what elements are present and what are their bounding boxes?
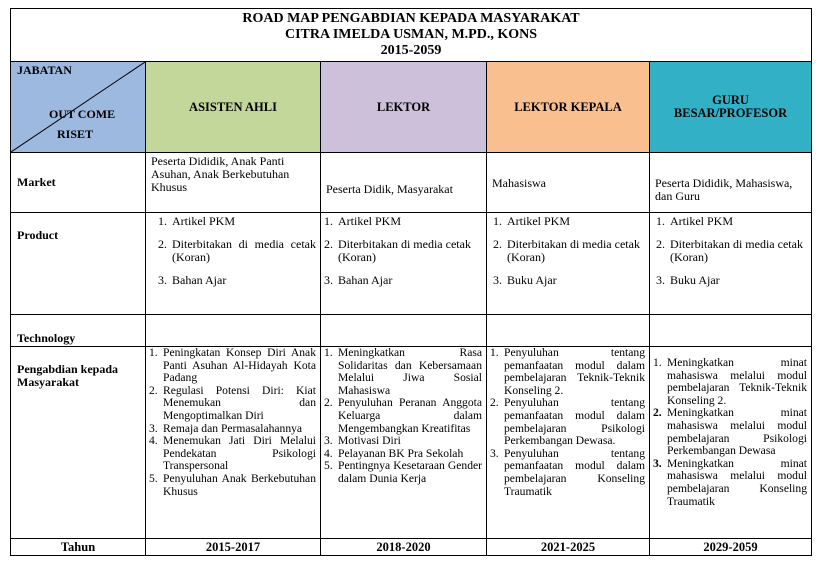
list-item: 3. Meningkatkan minat mahasiswa melalui modul pembelajaran Konseling Traumatik (653, 456, 807, 508)
list-item: 2. Diterbitakan di media cetak (Koran) (656, 237, 803, 264)
row-label-pengabdian (11, 347, 146, 539)
corner-riset: RISET (57, 127, 94, 141)
corner-outcome: OUT COME (49, 107, 116, 121)
list-item: 3. Buku Ajar (493, 273, 557, 287)
list-item: 1. Meningkatkan minat mahasiswa melalui modul pembelajaran Teknik-Teknik Konseling 2. (653, 356, 807, 407)
technology-cell (650, 315, 811, 347)
header-label: LEKTOR (376, 99, 431, 114)
list-item: 1. Artikel PKM (324, 214, 401, 228)
tahun-text: 2021-2025 (540, 539, 596, 554)
row-label-text: Pengabdian kepada Masyarakat (17, 362, 119, 389)
technology-cell (321, 315, 487, 347)
header-asisten-ahli (146, 62, 321, 153)
market-text: Mahasiswa (492, 176, 546, 190)
row-label-text: Tahun (60, 539, 96, 554)
row-label-text: Product (17, 228, 59, 242)
title-line-3: 2015-2059 (380, 43, 442, 58)
header-label: GURU (712, 93, 749, 107)
header-lektor (321, 62, 487, 153)
corner-jabatan: JABATAN (17, 63, 72, 77)
list-item: 1. Artikel PKM (656, 214, 733, 228)
list-item: 2. Diterbitakan di media cetak (Koran) (324, 237, 471, 264)
header-guru-besar (650, 62, 811, 153)
tahun-cell (146, 539, 321, 555)
list-item: 1. Peningkatan Konsep Diri Anak Panti Asuhan Al-Hidayah Kota Padang (149, 347, 316, 385)
table-title (11, 9, 811, 62)
product-cell (650, 213, 811, 315)
market-cell (321, 153, 487, 213)
list-item: 2. Diterbitakan di media cetak (Koran) (493, 237, 640, 264)
row-label-market (11, 153, 146, 213)
header-label: ASISTEN AHLI (189, 99, 277, 114)
list-item: 3. Remaja dan Permasalahannya (149, 421, 303, 435)
list-item: 3. Buku Ajar (656, 273, 720, 287)
list-item: 4. Pelayanan BK Pra Sekolah (324, 446, 464, 460)
header-label: LEKTOR KEPALA (514, 99, 622, 114)
title-line-2: CITRA IMELDA USMAN, M.PD., KONS (284, 27, 537, 42)
list-item: 2. Regulasi Potensi Diri: Kiat Menemukan dan Mengoptimalkan Diri (149, 383, 316, 422)
list-item: 5. Pentingnya Kesetaraan Gender dalam Dunia Kerja (324, 459, 482, 485)
market-cell (650, 153, 811, 213)
tahun-text: 2018-2020 (376, 539, 431, 554)
list-item: 2. Diterbitakan di media cetak (Koran) (158, 237, 316, 264)
list-item: 3. Bahan Ajar (324, 273, 393, 287)
row-label-text: Technology (17, 331, 76, 345)
pengabdian-cell (321, 347, 487, 539)
list-item: 5. Penyuluhan Anak Berkebutuhan Khusus (149, 471, 316, 498)
header-lektor-kepala (487, 62, 650, 153)
list-item: 1. Meningkatkan Rasa Solidaritas dan Kebersamaan Melalui Jiwa Sosial Mahasiswa (324, 347, 482, 397)
tahun-cell (487, 539, 650, 555)
market-text: Peserta Didik, Masyarakat (326, 182, 453, 196)
list-item: 4. Menemukan Jati Diri Melalui Pendekatan Psikologi Transpersonal (149, 434, 316, 473)
row-label-product (11, 213, 146, 315)
list-item: 3. Motivasi Diri (324, 434, 401, 448)
list-item: 2. Meningkatkan minat mahasiswa melalui modul pembelajaran Psikologi Perkembangan Dewasa (653, 406, 807, 458)
pengabdian-cell (650, 347, 811, 539)
pengabdian-cell (146, 347, 321, 539)
row-label-tahun (11, 539, 146, 555)
header-label: BESAR/PROFESOR (673, 106, 788, 120)
pengabdian-cell (487, 347, 650, 539)
tahun-cell (321, 539, 487, 555)
market-cell (487, 153, 650, 213)
list-item: 1. Artikel PKM (158, 214, 235, 228)
list-item: 1. Artikel PKM (493, 214, 570, 228)
roadmap-table (10, 8, 812, 556)
corner-header (11, 62, 146, 153)
list-item: 3. Penyuluhan tentang pemanfaatan modul dalam pembelajaran Konseling Traumatik (490, 446, 645, 498)
tahun-text: 2015-2017 (205, 539, 261, 554)
technology-cell (487, 315, 650, 347)
tahun-cell (650, 539, 811, 555)
technology-cell (146, 315, 321, 347)
product-cell (487, 213, 650, 315)
tahun-text: 2029-2059 (703, 539, 758, 554)
list-item: 2. Penyuluhan Peranan Anggota Keluarga dalam Mengembangkan Kreatifitas (324, 396, 482, 435)
row-label-technology (11, 315, 146, 347)
list-item: 1. Penyuluhan tentang pemanfaatan modul dalam pembelajaran Teknik-Teknik Konseling 2. (490, 347, 645, 397)
list-item: 3. Bahan Ajar (158, 273, 227, 287)
market-text: Peserta Dididik, Anak Panti Asuhan, Anak Berkebutuhan Khusus (151, 154, 290, 194)
row-label-text: Market (17, 175, 56, 189)
product-cell (146, 213, 321, 315)
list-item: 2. Penyuluhan tentang pemanfaatan modul dalam pembelajaran Psikologi Perkembangan Dewasa. (490, 396, 645, 448)
product-cell (321, 213, 487, 315)
market-cell (146, 153, 321, 213)
title-line-1: ROAD MAP PENGABDIAN KEPADA MASYARAKAT (242, 11, 580, 26)
market-text: Peserta Dididik, Mahasiswa, dan Guru (655, 176, 793, 203)
